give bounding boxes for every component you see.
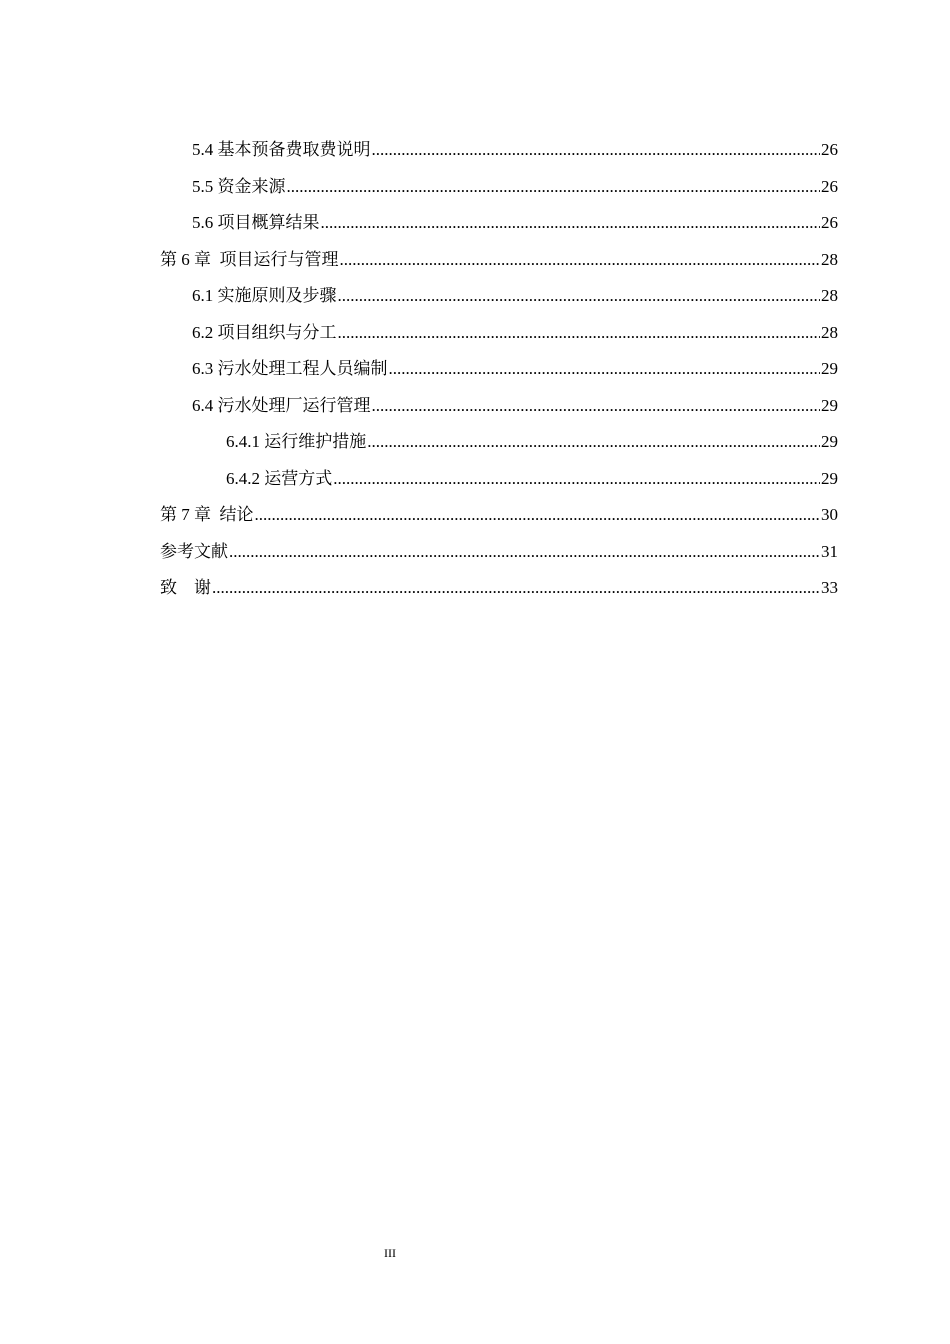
toc-entry-title: 5.4 基本预备费取费说明 xyxy=(192,140,371,159)
toc-entry-page: 29 xyxy=(821,359,838,378)
toc-chapter-entry[interactable] xyxy=(160,574,838,611)
toc-dot-leader xyxy=(338,282,821,310)
toc-entry-page: 26 xyxy=(821,176,838,196)
toc-entry-page: 30 xyxy=(821,505,838,524)
toc-entry-title: 第 7 章 结论 xyxy=(160,505,254,524)
toc-entry-page: 28 xyxy=(821,249,838,269)
toc-dot-leader xyxy=(333,465,820,493)
toc-chapter-entry[interactable] xyxy=(160,501,838,538)
toc-entry-title: 致 谢 xyxy=(160,578,211,597)
toc-dot-leader xyxy=(338,319,821,347)
toc-dot-leader xyxy=(372,136,821,164)
toc-entry[interactable] xyxy=(160,136,838,173)
toc-entry[interactable] xyxy=(160,392,838,429)
toc-entry-page: 28 xyxy=(821,322,838,342)
toc-dot-leader xyxy=(367,428,820,456)
toc-dot-leader xyxy=(340,246,821,274)
toc-dot-leader xyxy=(321,209,821,237)
toc-entry[interactable] xyxy=(160,173,838,210)
toc-entry-title: 6.3 污水处理工程人员编制 xyxy=(192,359,388,378)
table-of-contents xyxy=(160,136,838,611)
toc-chapter-entry[interactable] xyxy=(160,538,838,575)
toc-entry[interactable] xyxy=(160,355,838,392)
toc-entry-title: 5.6 项目概算结果 xyxy=(192,213,320,232)
toc-dot-leader xyxy=(389,355,821,383)
toc-entry[interactable] xyxy=(160,319,838,356)
toc-dot-leader xyxy=(255,501,821,529)
toc-entry-title: 参考文献 xyxy=(160,541,228,561)
toc-entry-title: 5.5 资金来源 xyxy=(192,176,286,196)
toc-dot-leader xyxy=(212,574,820,602)
toc-entry[interactable] xyxy=(160,282,838,319)
toc-entry-page: 26 xyxy=(821,140,838,159)
toc-entry-title: 6.4 污水处理厂运行管理 xyxy=(192,395,371,415)
toc-entry-page: 31 xyxy=(821,541,838,561)
toc-entry-page: 29 xyxy=(821,432,838,451)
toc-entry-page: 29 xyxy=(821,468,838,488)
toc-entry-page: 33 xyxy=(821,578,838,597)
toc-entry-title: 6.2 项目组织与分工 xyxy=(192,322,337,342)
toc-entry-title: 6.4.2 运营方式 xyxy=(226,468,333,488)
toc-dot-leader xyxy=(229,538,820,566)
toc-subsection-entry[interactable] xyxy=(160,465,838,502)
toc-subsection-entry[interactable] xyxy=(160,428,838,465)
toc-entry-page: 29 xyxy=(821,395,838,415)
toc-entry[interactable] xyxy=(160,209,838,246)
toc-entry-title: 6.4.1 运行维护措施 xyxy=(226,432,367,451)
toc-entry-title: 第 6 章 项目运行与管理 xyxy=(160,249,339,269)
page-number-footer: III xyxy=(384,1246,396,1260)
toc-dot-leader xyxy=(287,173,821,201)
toc-dot-leader xyxy=(372,392,821,420)
toc-entry-page: 26 xyxy=(821,213,838,232)
toc-chapter-entry[interactable] xyxy=(160,246,838,283)
toc-entry-page: 28 xyxy=(821,286,838,305)
toc-entry-title: 6.1 实施原则及步骤 xyxy=(192,286,337,305)
